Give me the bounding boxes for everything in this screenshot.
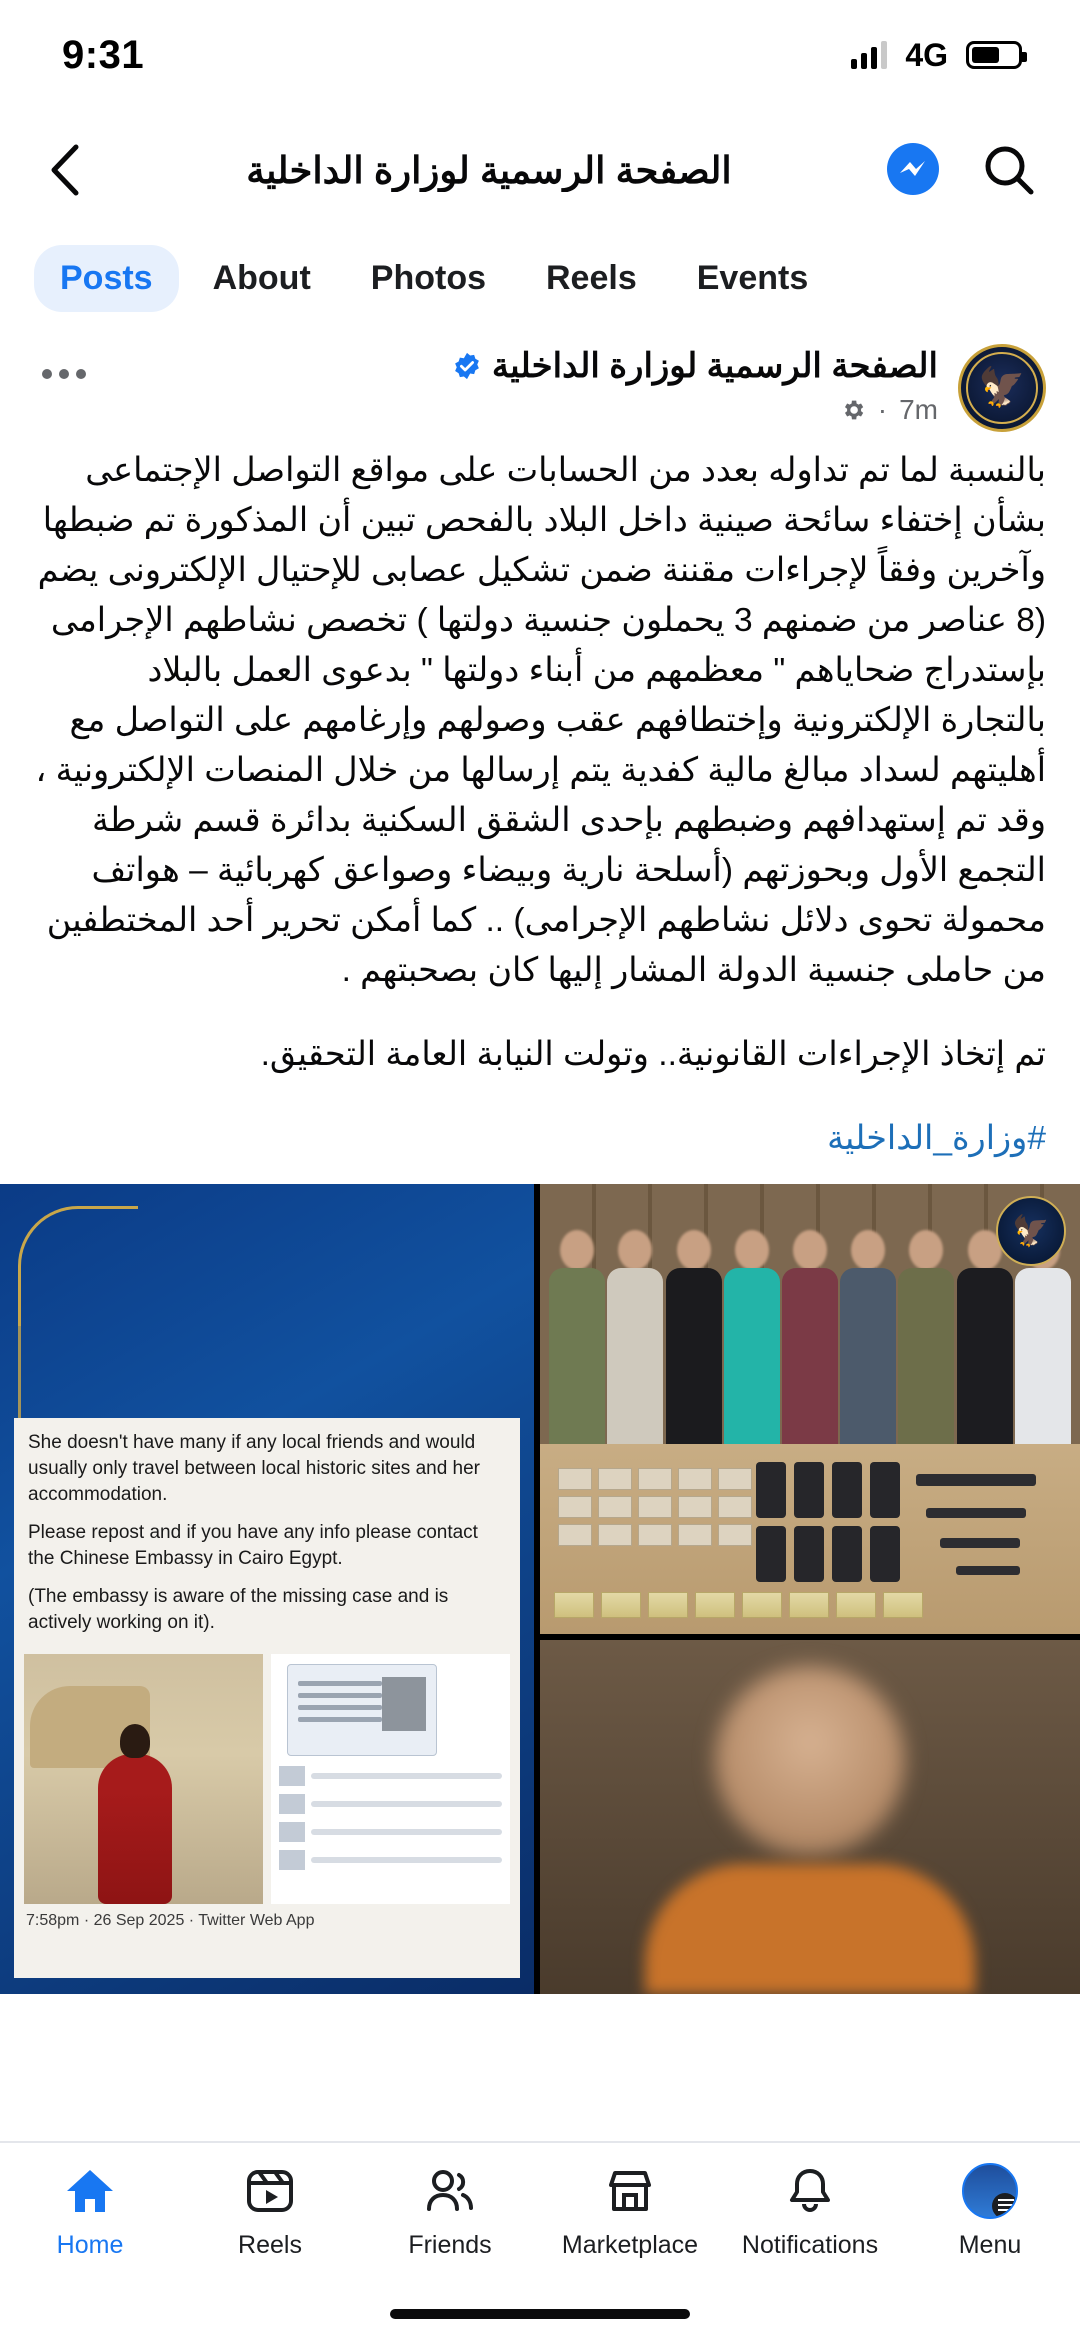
nav-item-notifications[interactable] — [720, 2163, 900, 2260]
menu-avatar-icon — [960, 2163, 1020, 2219]
media-item-suspects-photo[interactable] — [540, 1184, 1080, 1634]
blurred-face — [715, 1666, 905, 1856]
post-timestamp: 7m — [899, 394, 938, 425]
status-indicators — [851, 37, 1022, 74]
ministry-eagle-logo: 🦅 — [996, 1196, 1066, 1266]
signal-bars-icon — [851, 41, 887, 69]
nav-label-reels: Reels — [238, 2231, 302, 2259]
id-card — [287, 1664, 437, 1756]
gear-icon — [840, 397, 866, 423]
post-author-row[interactable] — [114, 346, 938, 386]
evidence-table — [540, 1444, 1080, 1634]
search-button[interactable] — [978, 139, 1040, 201]
id-document-photo — [271, 1654, 510, 1904]
marketplace-icon — [600, 2163, 660, 2219]
nav-label-notifications: Notifications — [741, 2231, 879, 2259]
network-type-label: 4G — [905, 36, 948, 73]
home-icon — [60, 2163, 120, 2219]
more-options-icon — [41, 367, 87, 381]
battery-icon — [966, 41, 1022, 69]
post-more-options-button[interactable] — [34, 344, 94, 404]
status-time: 9:31 — [62, 32, 145, 77]
tab-photos[interactable]: Photos — [370, 258, 486, 297]
tab-reels[interactable]: Reels — [546, 258, 637, 297]
post-subtitle-row — [114, 394, 938, 426]
tab-about[interactable]: About — [212, 258, 311, 297]
bell-icon — [780, 2163, 840, 2219]
nav-item-reels[interactable] — [180, 2163, 360, 2260]
search-result-rows — [279, 1766, 502, 1878]
screenshot-footer: 7:58pm · 26 Sep 2025 · Twitter Web App — [26, 1912, 315, 1929]
media-item-blurred-person[interactable] — [540, 1640, 1080, 1994]
post-hashtag[interactable]: #وزارة_الداخلية — [827, 1120, 1046, 1157]
post-header — [0, 326, 1080, 432]
nav-label-friends: Friends — [408, 2231, 492, 2259]
media-item-twitter-screenshot[interactable] — [0, 1184, 534, 1994]
search-icon — [980, 141, 1038, 199]
back-button[interactable] — [36, 140, 96, 200]
separator-dot: · — [877, 394, 888, 425]
seized-weapons — [916, 1474, 1066, 1594]
post-author-name: الصفحة الرسمية لوزارة الداخلية — [491, 347, 938, 385]
profile-tab-bar — [0, 230, 1080, 326]
nav-item-friends[interactable] — [360, 2163, 540, 2260]
nav-item-home[interactable] — [0, 2163, 180, 2260]
person-in-red-dress — [98, 1754, 172, 1904]
avatar[interactable] — [958, 344, 1046, 432]
blurred-body — [645, 1864, 975, 1994]
post — [0, 326, 1080, 1994]
post-paragraph-2: تم إتخاذ الإجراءات القانونية.. وتولت النيابة العامة التحقيق. — [260, 1036, 1046, 1073]
page-header — [0, 110, 1080, 230]
post-body — [0, 432, 1080, 1184]
header-actions — [882, 139, 1040, 201]
screenshot-text-block-2: Please repost and if you have any info please contact the Chinese Embassy in Cairo Egypt. — [28, 1522, 478, 1569]
id-photo — [382, 1677, 426, 1731]
back-chevron-icon — [46, 142, 86, 198]
messenger-button[interactable] — [882, 139, 944, 201]
nav-label-menu: Menu — [958, 2231, 1022, 2259]
seized-phones — [756, 1462, 900, 1582]
screenshot-photos — [14, 1654, 520, 1904]
home-indicator — [390, 2309, 690, 2319]
screenshot-text-block-3: (The embassy is aware of the missing case and is actively working on it). — [28, 1586, 449, 1633]
nav-item-menu[interactable] — [900, 2163, 1080, 2260]
screenshot-text — [14, 1418, 520, 1654]
tab-events[interactable]: Events — [696, 258, 809, 297]
tab-posts[interactable]: Posts — [34, 245, 179, 312]
bottom-navigation-bar — [0, 2141, 1080, 2337]
seized-money — [554, 1592, 923, 1618]
reels-icon — [240, 2163, 300, 2219]
sphinx-photo — [24, 1654, 263, 1904]
nav-item-marketplace[interactable] — [540, 2163, 720, 2260]
screenshot-text-block-1: She doesn't have many if any local friends and would usually only travel between local historic sites and her accommodation. — [28, 1432, 481, 1505]
post-media-grid[interactable] — [0, 1184, 1080, 1994]
twitter-post-screenshot — [14, 1418, 520, 1978]
seized-cards — [558, 1468, 752, 1546]
post-paragraph-1: بالنسبة لما تم تداوله بعدد من الحسابات على مواقع التواصل الإجتماعى بشأن إختفاء سائحة صينية داخل البلاد بالفحص تبين أن المذكورة تم ضبطها وآخرين وفقاً لإجراءات مقننة ضمن تشكيل عصابى للإحتيال الإلكترونى يضم (8 عناصر من ضمنهم 3 يحملون جنسية دولتها ) تخصص نشاطهم الإجرامى بإستدراج ضحاياهم " معظمهم من أبناء دولتها " بدعوى العمل بالبلاد بالتجارة الإلكترونية وإختطافهم عقب وصولهم وإرغامهم على التواصل مع أهليتهم لسداد مبالغ مالية كفدية يتم إرسالها من خلال المنصات الإلكترونية ، وقد تم إستهدافهم وضبطهم بإحدى الشقق السكنية بدائرة قسم شرطة التجمع الأول وبحوزتهم (أسلحة نارية وبيضاء وصواعق كهربائية – هواتف محمولة تحوى دلائل نشاطهم الإجرامى) .. كما أمكن تحرير أحد المختطفين من حاملى جنسية الدولة المشار إليها كان بصحبتهم . — [35, 452, 1046, 989]
nav-label-marketplace: Marketplace — [561, 2231, 699, 2259]
messenger-icon — [884, 141, 942, 199]
nav-label-home: Home — [56, 2231, 124, 2259]
post-meta — [114, 344, 938, 426]
media-right-column — [540, 1184, 1080, 1994]
id-text-lines — [298, 1681, 382, 1729]
verified-badge-icon — [452, 351, 482, 381]
decorative-corner — [18, 1206, 138, 1326]
status-bar — [0, 0, 1080, 110]
friends-icon — [420, 2163, 480, 2219]
ministry-eagle-logo: 🦅 — [966, 352, 1038, 424]
page-title: الصفحة الرسمية لوزارة الداخلية — [246, 149, 732, 191]
